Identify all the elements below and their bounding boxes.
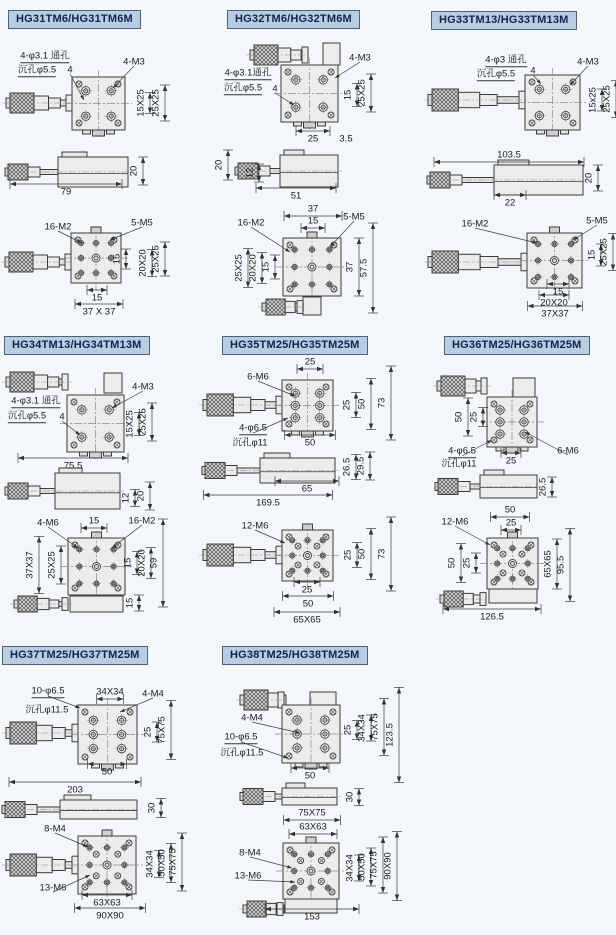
dim-label: 25 bbox=[505, 517, 517, 529]
dim-label: 25 bbox=[468, 411, 480, 423]
dim-label: 20 bbox=[583, 172, 595, 184]
dim-label: 50X50 bbox=[156, 849, 168, 877]
dim-label: 22 bbox=[504, 197, 516, 209]
dim-label: 25 bbox=[304, 356, 316, 368]
dim-label: 73 bbox=[376, 548, 388, 560]
dim-label: 20 bbox=[128, 165, 140, 177]
dim-label: 51 bbox=[290, 190, 302, 202]
dim-label: 4 bbox=[67, 64, 73, 76]
dim-label: 57.5 bbox=[358, 258, 370, 278]
dim-label: 3.5 bbox=[339, 133, 353, 145]
dim-label: 12-M6 bbox=[441, 516, 469, 528]
dim-label: 4-M3 bbox=[349, 52, 371, 64]
dim-label: 37 bbox=[344, 261, 356, 273]
dim-label: 15X25 bbox=[124, 410, 136, 438]
model-header: HG37TM25/HG37TM25M bbox=[2, 646, 148, 665]
dim-label: 65 bbox=[301, 483, 313, 495]
dim-label: 15 bbox=[91, 292, 103, 304]
dim-label: 75X75 bbox=[369, 713, 381, 741]
dim-label: 25 bbox=[301, 584, 313, 596]
dim-label: 16-M2 bbox=[461, 218, 489, 230]
dim-label: 25 bbox=[461, 557, 473, 569]
dim-label: 25 bbox=[342, 549, 354, 561]
dim-label: 沉孔φ11.5 bbox=[220, 747, 264, 759]
dim-label: 5-M5 bbox=[343, 211, 365, 223]
model-header: HG31TM6/HG31TM6M bbox=[8, 10, 141, 29]
dim-label: 沉孔φ5.5 bbox=[17, 64, 57, 76]
dim-label: 75X75 bbox=[298, 807, 326, 819]
dim-label: 4-M6 bbox=[37, 517, 59, 529]
dim-label: 4-M3 bbox=[577, 56, 599, 68]
dim-label: 12-M6 bbox=[241, 520, 269, 532]
dim-label: 26.5 bbox=[537, 477, 549, 497]
dim-label: 15X25 bbox=[135, 89, 147, 117]
dim-label: 20X20 bbox=[540, 297, 568, 309]
dim-label: 25 bbox=[142, 726, 154, 738]
dim-label: 34X34 bbox=[96, 686, 124, 698]
dim-label: 15 bbox=[586, 249, 598, 261]
dim-label: 25X25 bbox=[46, 551, 58, 579]
dim-label: 4-φ3 通孔 bbox=[485, 54, 527, 66]
dim-label: 15 bbox=[124, 597, 136, 609]
dim-label: 12 bbox=[120, 492, 132, 504]
dim-label: 4-M3 bbox=[123, 56, 145, 68]
model-header: HG38TM25/HG38TM25M bbox=[222, 646, 368, 665]
dim-label: 4-φ6.5 bbox=[448, 445, 476, 457]
dim-label: 50 bbox=[453, 411, 465, 423]
dim-label: 29.5 bbox=[355, 456, 367, 476]
dim-label: 75.5 bbox=[63, 460, 83, 472]
dim-label: 50 bbox=[504, 504, 516, 516]
dim-label: 5-M5 bbox=[586, 215, 608, 227]
dim-label: 25X25 bbox=[601, 85, 613, 113]
dim-label: 4-φ3.1 通孔 bbox=[11, 395, 61, 407]
dim-label: 16-M2 bbox=[237, 217, 265, 229]
dim-label: 4-φ6.5 bbox=[239, 422, 267, 434]
dim-label: 50 bbox=[356, 548, 368, 560]
dim-label: 13-M6 bbox=[234, 870, 262, 882]
dim-label: 15 bbox=[260, 261, 272, 273]
dim-label: 75X75 bbox=[167, 848, 179, 876]
dim-label: 4-M3 bbox=[132, 381, 154, 393]
dim-label: 12 bbox=[244, 167, 256, 179]
dim-label: 37 X 37 bbox=[82, 306, 116, 318]
dim-label: 153 bbox=[304, 911, 320, 923]
model-header: HG35TM25/HG35TM25M bbox=[222, 336, 368, 355]
dim-label: 25 bbox=[342, 724, 354, 736]
dim-label: 25X25 bbox=[150, 245, 162, 273]
dim-label: 6-M6 bbox=[557, 445, 579, 457]
dim-label: 沉孔φ11 bbox=[441, 458, 477, 470]
dim-label: 75X75 bbox=[368, 851, 380, 879]
dim-label: 79 bbox=[60, 186, 72, 198]
dim-label: 25X25 bbox=[356, 79, 368, 107]
dim-label: 90X90 bbox=[96, 910, 124, 922]
dim-label: 26.5 bbox=[341, 457, 353, 477]
dim-label: 37X37 bbox=[24, 551, 36, 579]
dim-label: 25X25 bbox=[137, 408, 149, 436]
dim-label: 50 bbox=[101, 766, 113, 778]
dim-label: 203 bbox=[67, 784, 83, 796]
dim-label: 63X63 bbox=[299, 821, 327, 833]
dim-label: 4-φ3.1通孔 bbox=[224, 67, 272, 79]
dim-label: 5-M5 bbox=[131, 217, 153, 229]
dim-label: 15x25 bbox=[587, 87, 599, 113]
dim-label: 59 bbox=[148, 557, 160, 569]
dim-label: 169.5 bbox=[256, 497, 280, 509]
dim-label: 20 bbox=[213, 159, 225, 171]
dim-label: 20 bbox=[135, 490, 147, 502]
dim-label: 10-φ6.5 bbox=[224, 731, 258, 743]
dim-label: 50 bbox=[304, 437, 316, 449]
dim-label: 15 bbox=[342, 89, 354, 101]
dim-label: 126.5 bbox=[480, 611, 504, 623]
dim-label: 20X20 bbox=[247, 254, 259, 282]
model-header: HG36TM25/HG36TM25M bbox=[444, 336, 590, 355]
dim-label: 123.5 bbox=[384, 723, 396, 747]
dim-label: 16-M2 bbox=[128, 515, 156, 527]
dim-label: 25 bbox=[505, 455, 517, 467]
dim-label: 25 bbox=[307, 133, 319, 145]
model-header: HG34TM13/HG34TM13M bbox=[4, 336, 150, 355]
dim-label: 103.5 bbox=[497, 149, 521, 161]
dim-label: 15 bbox=[122, 557, 134, 569]
dim-label: 20X20 bbox=[137, 249, 149, 277]
dim-label: 13-M6 bbox=[39, 882, 67, 894]
dim-label: 50 bbox=[302, 598, 314, 610]
dim-label: 25X25 bbox=[233, 254, 245, 282]
dim-label: 75X75 bbox=[156, 716, 168, 744]
dim-label: 30 bbox=[344, 791, 356, 803]
dim-label: 95.5 bbox=[555, 555, 567, 575]
dim-label: 15 bbox=[307, 215, 319, 227]
dim-label: 34X34 bbox=[356, 714, 368, 742]
dim-label: 沉孔φ5.5 bbox=[223, 82, 263, 94]
dim-label: 25X25 bbox=[150, 89, 162, 117]
dim-label: 4 bbox=[59, 411, 65, 423]
dim-label: 30 bbox=[146, 802, 158, 814]
dim-label: 37 bbox=[307, 203, 319, 215]
dim-label: 4 bbox=[530, 65, 536, 77]
dim-label: 4 bbox=[272, 83, 278, 95]
dim-label: 50 bbox=[304, 770, 316, 782]
dim-label: 4-φ3.1 通孔 bbox=[20, 50, 70, 62]
dim-label: 34X34 bbox=[144, 850, 156, 878]
dim-label: 4-M4 bbox=[241, 712, 263, 724]
dim-label: 20X20 bbox=[136, 549, 148, 577]
dim-label: 4-M4 bbox=[142, 688, 164, 700]
model-header: HG33TM13/HG33TM13M bbox=[431, 11, 577, 30]
dim-label: 15 bbox=[111, 253, 123, 265]
dim-label: 8-M4 bbox=[239, 847, 261, 859]
dim-label: 25X25 bbox=[598, 238, 610, 266]
dim-label: 15 bbox=[88, 515, 100, 527]
dim-label: 6-M6 bbox=[247, 371, 269, 383]
dim-label: 37X37 bbox=[541, 308, 569, 320]
dim-label: 15 bbox=[552, 286, 564, 298]
dim-label: 63X63 bbox=[93, 897, 121, 909]
model-header: HG32TM6/HG32TM6M bbox=[227, 10, 360, 29]
dim-label: 沉孔φ11.5 bbox=[25, 704, 69, 716]
dim-label: 10-φ6.5 bbox=[31, 685, 65, 697]
dim-label: 50 bbox=[356, 398, 368, 410]
dim-label: 50X50 bbox=[356, 853, 368, 881]
dim-label: 25 bbox=[341, 399, 353, 411]
dim-label: 34X34 bbox=[344, 854, 356, 882]
dim-label: 90X90 bbox=[382, 852, 394, 880]
dim-label: 8-M4 bbox=[44, 823, 66, 835]
dim-label: 沉孔φ11 bbox=[232, 437, 268, 449]
dim-label: 16-M2 bbox=[44, 221, 72, 233]
dim-label: 沉孔φ5.5 bbox=[476, 68, 516, 80]
dim-label: 65X65 bbox=[293, 614, 321, 626]
dim-label: 73 bbox=[376, 397, 388, 409]
dim-label: 沉孔φ5.5 bbox=[7, 410, 47, 422]
dim-label: 65X65 bbox=[542, 550, 554, 578]
dim-label: 50 bbox=[446, 557, 458, 569]
